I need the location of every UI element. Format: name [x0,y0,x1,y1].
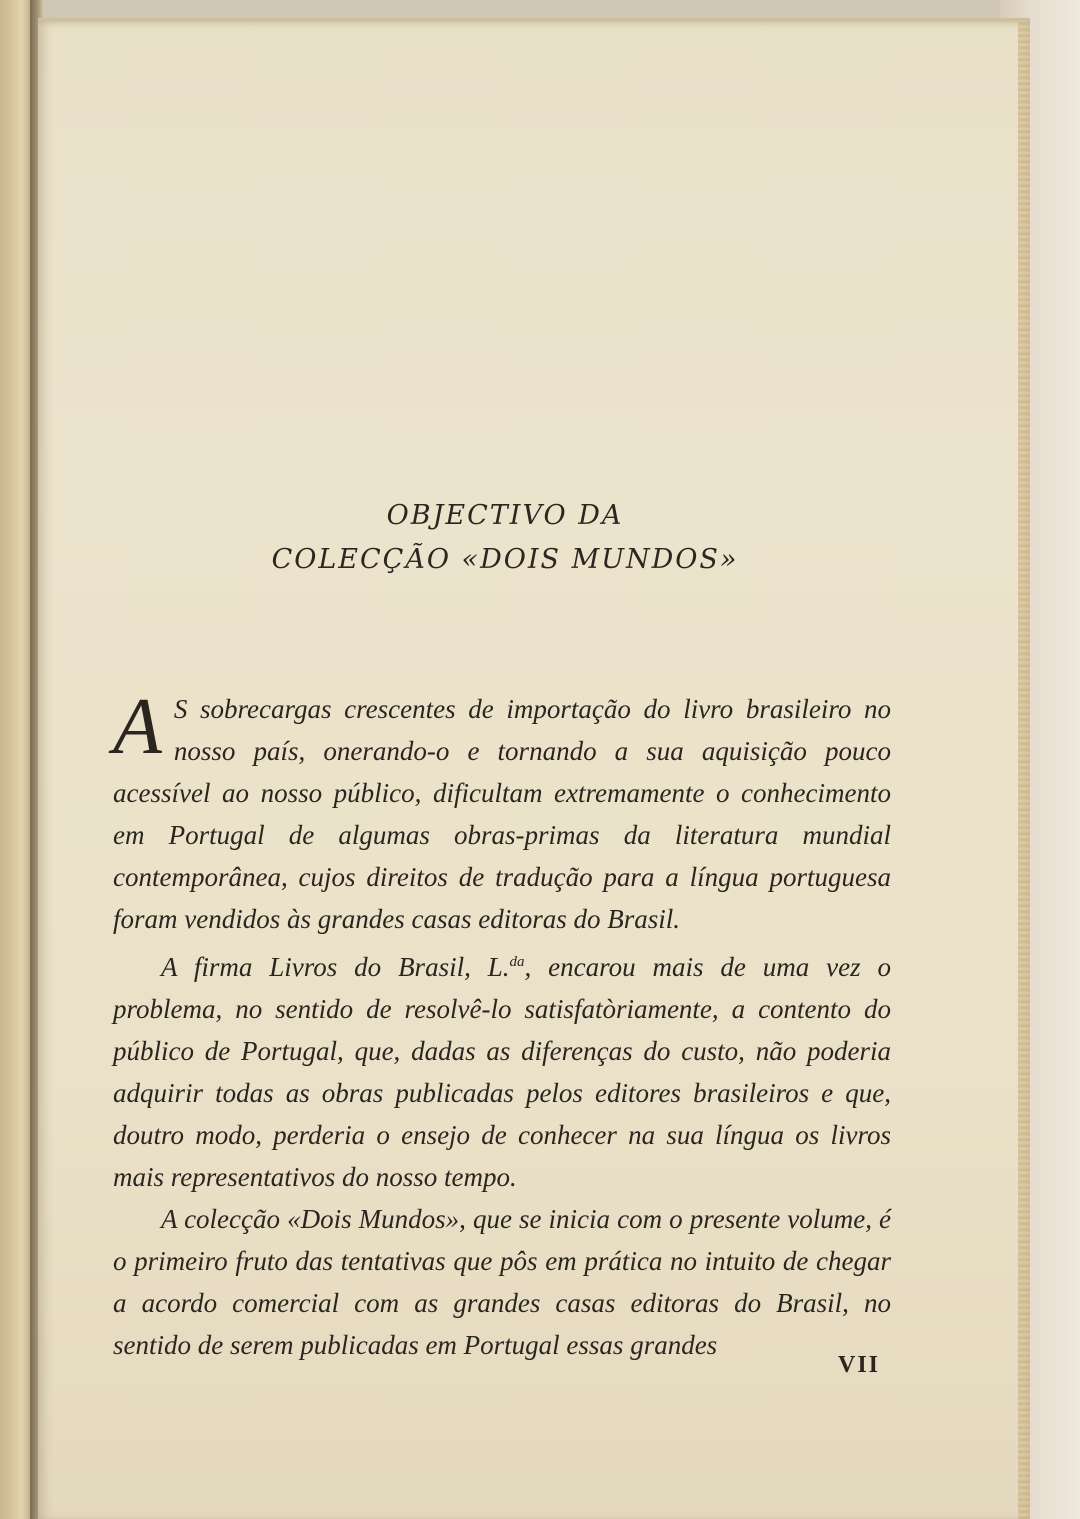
paragraph-3: A colecção «Dois Mundos», que se inicia com o presente volume, é o primeiro fruto das tentativas que pôs em prática no intuito de chegar a acordo comercial com as grandes casas editoras do Brasil, no sentido de serem publicadas em Portugal essas grandes [113,1204,891,1361]
paragraph-2: A firma Livros do Brasil, L.$^{da}$, encarou mais de uma vez o problema, no sentido de resolvê-lo satisfatòriamente, a contento do público de Portugal, que, dadas as diferenças do custo, não poderia adquirir todas as obras publicadas pelos editores brasileiros e que, doutro modo, perderia o ensejo de conhecer na sua língua os livros mais representativos do nosso tempo. [113,951,891,1193]
chapter-title-line-1: OBJECTIVO DA [386,500,624,531]
page-number: VII [838,1352,881,1378]
chapter-title-line-2: COLECÇÃO «DOIS MUNDOS» [271,544,739,575]
page-edge [1018,21,1030,1519]
body-text [113,683,891,1367]
paragraph-1 [113,683,891,941]
paragraph-1-text: S sobrecargas crescentes de importação do livro brasileiro no nosso país, onerando-o e tornando a sua aquisição pouco acessível ao nosso público, dificultam extremamente o conhecimento em Portugal de algumas obras-primas da literatura mundial contemporânea, cujos direitos de tradução para a língua portuguesa foram vendidos às grandes casas editoras do Brasil. [113,694,891,935]
drop-cap: A [113,683,162,771]
abbreviation-superscript: da [509,953,525,970]
